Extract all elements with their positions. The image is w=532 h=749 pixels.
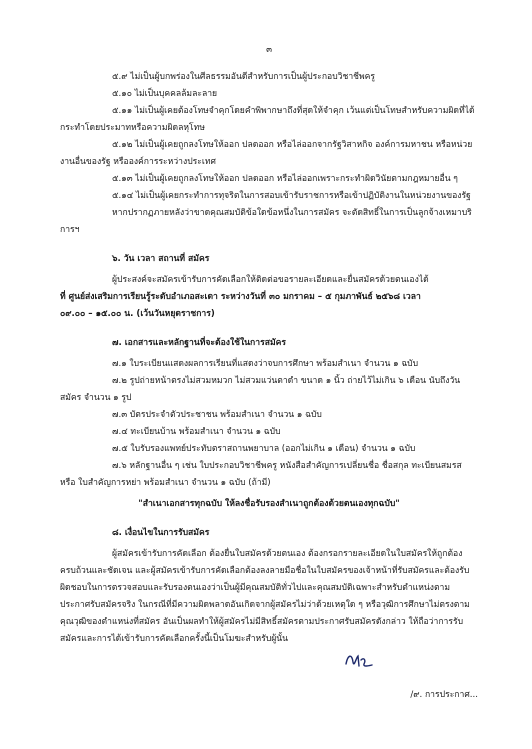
item-7-1: ๗.๑ ใบระเบียนแสดงผลการเรียนที่แสดงว่าจบการศึกษา พร้อมสำเนา จำนวน ๑ ฉบับ <box>112 359 419 369</box>
item-5-11: ๕.๑๑ ไม่เป็นผู้เคยต้องโทษจำคุกโดยคำพิพากษาถึงที่สุดให้จำคุก เว้นแต่เป็นโทษสำหรับความผิดที่ได้กระทำโดยประมาทหรือความผิดลหุโทษ <box>60 106 475 133</box>
item-7-4: ๗.๔ ทะเบียนบ้าน พร้อมสำเนา จำนวน ๑ ฉบับ <box>112 427 281 437</box>
section6-heading: ๖. วัน เวลา สถานที่ สมัคร <box>112 254 210 264</box>
item-5-12: ๕.๑๒ ไม่เป็นผู้เคยถูกลงโทษให้ออก ปลดออก หรือไล่ออกจากรัฐวิสาหกิจ องค์การมหาชน หรือหน่วยงานอื่นของรัฐ หรือองค์การระหว่างประเทศ <box>60 140 473 167</box>
item-5-10: ๕.๑๐ ไม่เป็นบุคคลล้มละลาย <box>112 89 218 99</box>
item-7-5: ๗.๕ ใบรับรองแพทย์ประทับตราสถานพยาบาล (ออกไม่เกิน ๑ เดือน) จำนวน ๑ ฉบับ <box>112 444 416 454</box>
item-5-14: ๕.๑๔ ไม่เป็นผู้เคยกระทำการทุจริตในการสอบเข้ารับราชการหรือเข้าปฏิบัติงานในหน่วยงานของรัฐ <box>112 191 471 201</box>
section6-text-b: ที่ ศูนย์ส่งเสริมการเรียนรู้ระดับอำเภอสะเดา ระหว่างวันที่ ๓๐ มกราคม – ๕ กุมภาพันธ์ ๒๕๖๘ เวลา <box>60 292 421 302</box>
section6-text-c: ๐๙.๐๐ – ๑๕.๐๐ น. (เว้นวันหยุดราชการ) <box>60 309 215 319</box>
continued-marker: /๙. การประกาศ... <box>410 690 478 700</box>
item-7-6: ๗.๖ หลักฐานอื่น ๆ เช่น ใบประกอบวิชาชีพครู หนังสือสำคัญการเปลี่ยนชื่อ ชื่อสกุล ทะเบียนสมรส หรือ ใบสำคัญการหย่า พร้อมสำเนา จำนวน ๑ ฉบับ (ถ้ามี) <box>60 461 462 488</box>
section8-text: ผู้สมัครเข้ารับการคัดเลือก ต้องยื่นใบสมัครด้วยตนเอง ต้องกรอกรายละเอียดในใบสมัครให้ถูกต้อง ครบถ้วนและชัดเจน และผู้สมัครเข้ารับการคัดเลือกต้องลงลายมือชื่อในใบสมัครของเจ้าหน้าที่รับสมัครและต้องรับผิดชอบในการตรวจสอบและรับรองตนเองว่าเป็นผู้มีคุณสมบัติทั่วไปและคุณสมบัติเฉพาะสำหรับตำแหน่งตามประกาศรับสมัครจริง ในกรณีที่มีความผิดพลาดอันเกิดจากผู้สมัครไม่ว่าด้วยเหตุใด ๆ หรือวุฒิการศึกษาไม่ตรงตามคุณวุฒิของตำแหน่งที่สมัคร อันเป็นผลทำให้ผู้สมัครไม่มีสิทธิ์สมัครตามประกาศรับสมัครดังกล่าว ให้ถือว่าการรับสมัครและการได้เข้ารับการคัดเลือกครั้งนี้เป็นโมฆะสำหรับผู้นั้น <box>60 549 470 644</box>
page-number: ๓ <box>266 45 272 55</box>
item-5-9: ๕.๙ ไม่เป็นผู้บกพร่องในศีลธรรมอันดีสำหรับการเป็นผู้ประกอบวิชาชีพครู <box>112 72 376 82</box>
section7-quote: "สำเนาเอกสารทุกฉบับ ให้ลงชื่อรับรองสำเนาถูกต้องด้วยตนเองทุกฉบับ" <box>138 499 400 509</box>
handwritten-signature <box>342 648 382 672</box>
item-7-3: ๗.๓ บัตรประจำตัวประชาชน พร้อมสำเนา จำนวน ๑ ฉบับ <box>112 410 322 420</box>
item-7-2: ๗.๒ รูปถ่ายหน้าตรงไม่สวมหมวก ไม่สวมแว่นตาดำ ขนาด ๑ นิ้ว ถ่ายไว้ไม่เกิน ๖ เดือน นับถึงวันสมัคร จำนวน ๑ รูป <box>60 376 461 403</box>
item-5-13: ๕.๑๓ ไม่เป็นผู้เคยถูกลงโทษให้ออก ปลดออก หรือไล่ออกเพราะกระทำผิดวินัยตามกฎหมายอื่น ๆ <box>112 174 458 184</box>
section6-text-a: ผู้ประสงค์จะสมัครเข้ารับการคัดเลือกให้ติดต่อขอรายละเอียดและยื่นสมัครด้วยตนเองได้ <box>112 275 429 285</box>
section5-note: หากปรากฏภายหลังว่าขาดคุณสมบัติข้อใดข้อหนึ่งในการสมัคร จะตัดสิทธิ์ในการเป็นลูกจ้างเหมาบริการฯ <box>60 208 472 235</box>
section8-heading: ๘. เงื่อนไขในการรับสมัคร <box>112 528 210 538</box>
section7-heading: ๗. เอกสารและหลักฐานที่จะต้องใช้ในการสมัคร <box>112 338 286 348</box>
